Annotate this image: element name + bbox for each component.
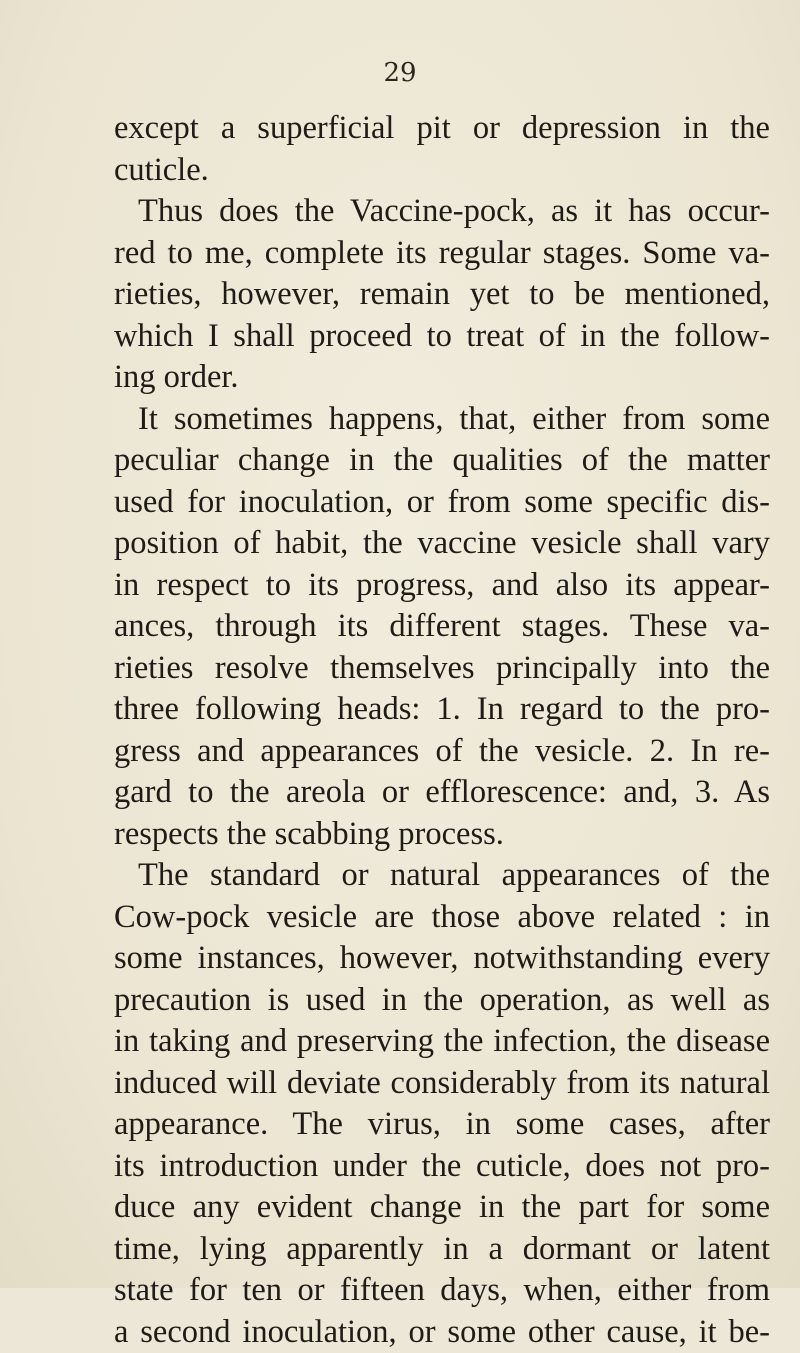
text-line: It sometimes happens, that, either from some xyxy=(114,399,770,441)
text-line: except a superficial pit or depression in the xyxy=(114,108,770,150)
text-line: Thus does the Vaccine-pock, as it has occur- xyxy=(114,191,770,233)
text-line: ing order. xyxy=(114,357,770,399)
text-line: three following heads: 1. In regard to the pro- xyxy=(114,689,770,731)
text-line: peculiar change in the qualities of the matter xyxy=(114,440,770,482)
text-line: ances, through its different stages. These va- xyxy=(114,606,770,648)
text-line: in respect to its progress, and also its appear- xyxy=(114,565,770,607)
text-line: rieties resolve themselves principally into the xyxy=(114,648,770,690)
text-line: gard to the areola or efflorescence: and, 3. As xyxy=(114,772,770,814)
text-line: precaution is used in the operation, as well as xyxy=(114,980,770,1022)
text-line: used for inoculation, or from some specific dis- xyxy=(114,482,770,524)
text-line: induced will deviate considerably from its natural xyxy=(114,1063,770,1105)
text-line: gress and appearances of the vesicle. 2. In re- xyxy=(114,731,770,773)
text-line: appearance. The virus, in some cases, after xyxy=(114,1104,770,1146)
text-line: respects the scabbing process. xyxy=(114,814,770,856)
text-line: position of habit, the vaccine vesicle shall vary xyxy=(114,523,770,565)
text-line: rieties, however, remain yet to be mentioned, xyxy=(114,274,770,316)
text-line: state for ten or fifteen days, when, either from xyxy=(114,1270,770,1312)
text-line: its introduction under the cuticle, does not pro- xyxy=(114,1146,770,1188)
page-number: 29 xyxy=(0,58,800,88)
text-line: which I shall proceed to treat of in the follow- xyxy=(114,316,770,358)
text-line: some instances, however, notwithstanding every xyxy=(114,938,770,980)
text-line: Cow-pock vesicle are those above related : in xyxy=(114,897,770,939)
text-line: cuticle. xyxy=(114,150,770,192)
text-line: duce any evident change in the part for some xyxy=(114,1187,770,1229)
text-line: time, lying apparently in a dormant or latent xyxy=(114,1229,770,1271)
body-text xyxy=(114,108,770,1353)
text-line: The standard or natural appearances of the xyxy=(114,855,770,897)
text-line: in taking and preserving the infection, the disease xyxy=(114,1021,770,1063)
text-line: a second inoculation, or some other cause, it be- xyxy=(114,1312,770,1353)
text-line: red to me, complete its regular stages. Some va- xyxy=(114,233,770,275)
